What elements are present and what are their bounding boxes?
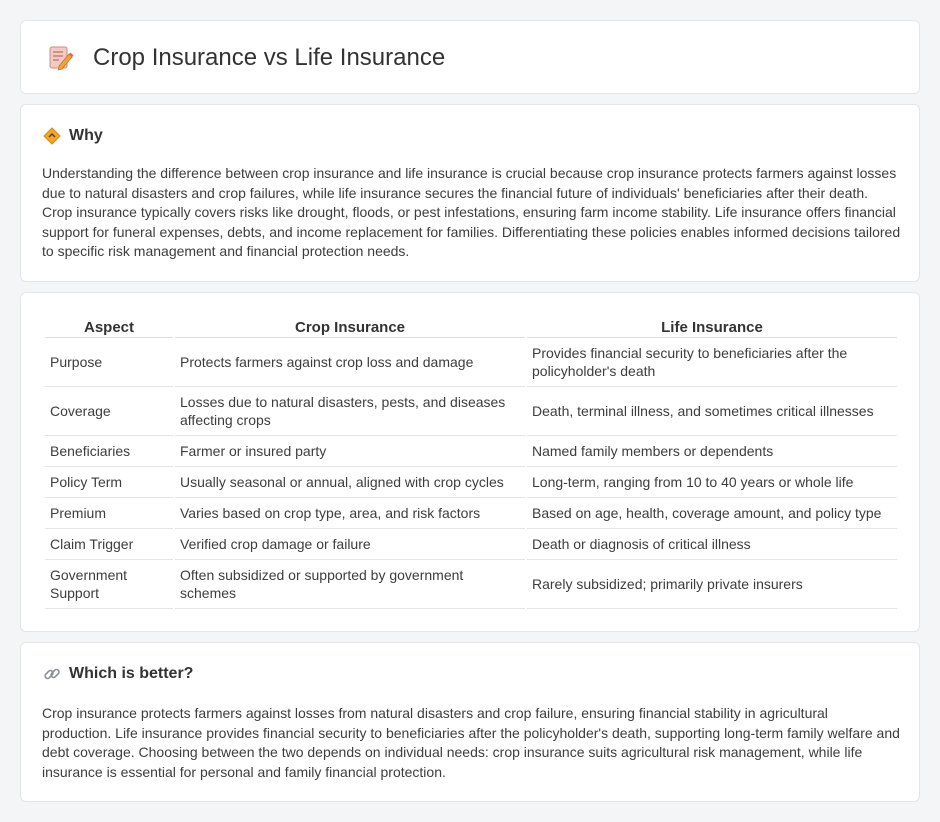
cell-life: Death, terminal illness, and sometimes critical illnesses <box>527 387 897 436</box>
cell-life: Rarely subsidized; primarily private insurers <box>527 560 897 609</box>
cell-aspect: Coverage <box>45 387 173 436</box>
cell-life: Provides financial security to beneficiaries after the policyholder's death <box>527 338 897 387</box>
table-header-row <box>45 317 897 338</box>
why-heading-row <box>43 127 103 145</box>
table-row <box>45 387 897 436</box>
link-icon <box>43 665 61 683</box>
cell-aspect: Purpose <box>45 338 173 387</box>
cell-aspect: Premium <box>45 498 173 529</box>
why-card <box>20 104 920 282</box>
cell-crop: Usually seasonal or annual, aligned with crop cycles <box>175 467 525 498</box>
cell-life: Long-term, ranging from 10 to 40 years or whole life <box>527 467 897 498</box>
why-text: Understanding the difference between crop insurance and life insurance is crucial because crop insurance protects farmers against losses due to natural disasters and crop failures, while life insurance secures the financial future of individuals' beneficiaries after their death. Crop insurance typically covers risks like drought, floods, or pest infestations, ensuring farm income stability. Life insurance offers financial support for funeral expenses, debts, and income replacement for families. Differentiating these policies enables informed decisions tailored to specific risk management and financial protection needs. <box>42 165 901 259</box>
table-row <box>45 467 897 498</box>
page-title: Crop Insurance vs Life Insurance <box>93 44 446 71</box>
table-row <box>45 338 897 387</box>
cell-crop: Verified crop damage or failure <box>175 529 525 560</box>
header-crop-insurance: Crop Insurance <box>175 317 525 338</box>
which-better-card <box>20 642 920 802</box>
cell-crop: Losses due to natural disasters, pests, and diseases affecting crops <box>175 387 525 436</box>
cell-life: Based on age, health, coverage amount, and policy type <box>527 498 897 529</box>
table-row <box>45 560 897 609</box>
table-row <box>45 498 897 529</box>
header-aspect: Aspect <box>45 317 173 338</box>
header-life-insurance: Life Insurance <box>527 317 897 338</box>
table-row <box>45 436 897 467</box>
diamond-sign-icon <box>43 127 61 145</box>
cell-life: Named family members or dependents <box>527 436 897 467</box>
cell-aspect: Government Support <box>45 560 173 609</box>
document-pencil-icon <box>45 43 75 73</box>
why-heading: Why <box>69 127 103 144</box>
title-row <box>45 43 445 73</box>
comparison-table <box>43 317 899 609</box>
better-heading: Which is better? <box>69 665 194 682</box>
cell-aspect: Beneficiaries <box>45 436 173 467</box>
title-card <box>20 20 920 94</box>
cell-life: Death or diagnosis of critical illness <box>527 529 897 560</box>
cell-crop: Varies based on crop type, area, and risk factors <box>175 498 525 529</box>
cell-crop: Often subsidized or supported by government schemes <box>175 560 525 609</box>
cell-aspect: Policy Term <box>45 467 173 498</box>
comparison-card <box>20 292 920 632</box>
cell-crop: Farmer or insured party <box>175 436 525 467</box>
table-row <box>45 529 897 560</box>
better-text: Crop insurance protects farmers against losses from natural disasters and crop failure, ensuring financial stability in agricultural production. Life insurance provides financial security to beneficiaries after the policyholder's death, supporting long-term family welfare and debt coverage. Choosing between the two depends on individual needs: crop insurance suits agricultural risk management, while life insurance is essential for personal and family financial protection. <box>42 705 900 780</box>
better-heading-row <box>43 665 193 683</box>
cell-aspect: Claim Trigger <box>45 529 173 560</box>
cell-crop: Protects farmers against crop loss and damage <box>175 338 525 387</box>
